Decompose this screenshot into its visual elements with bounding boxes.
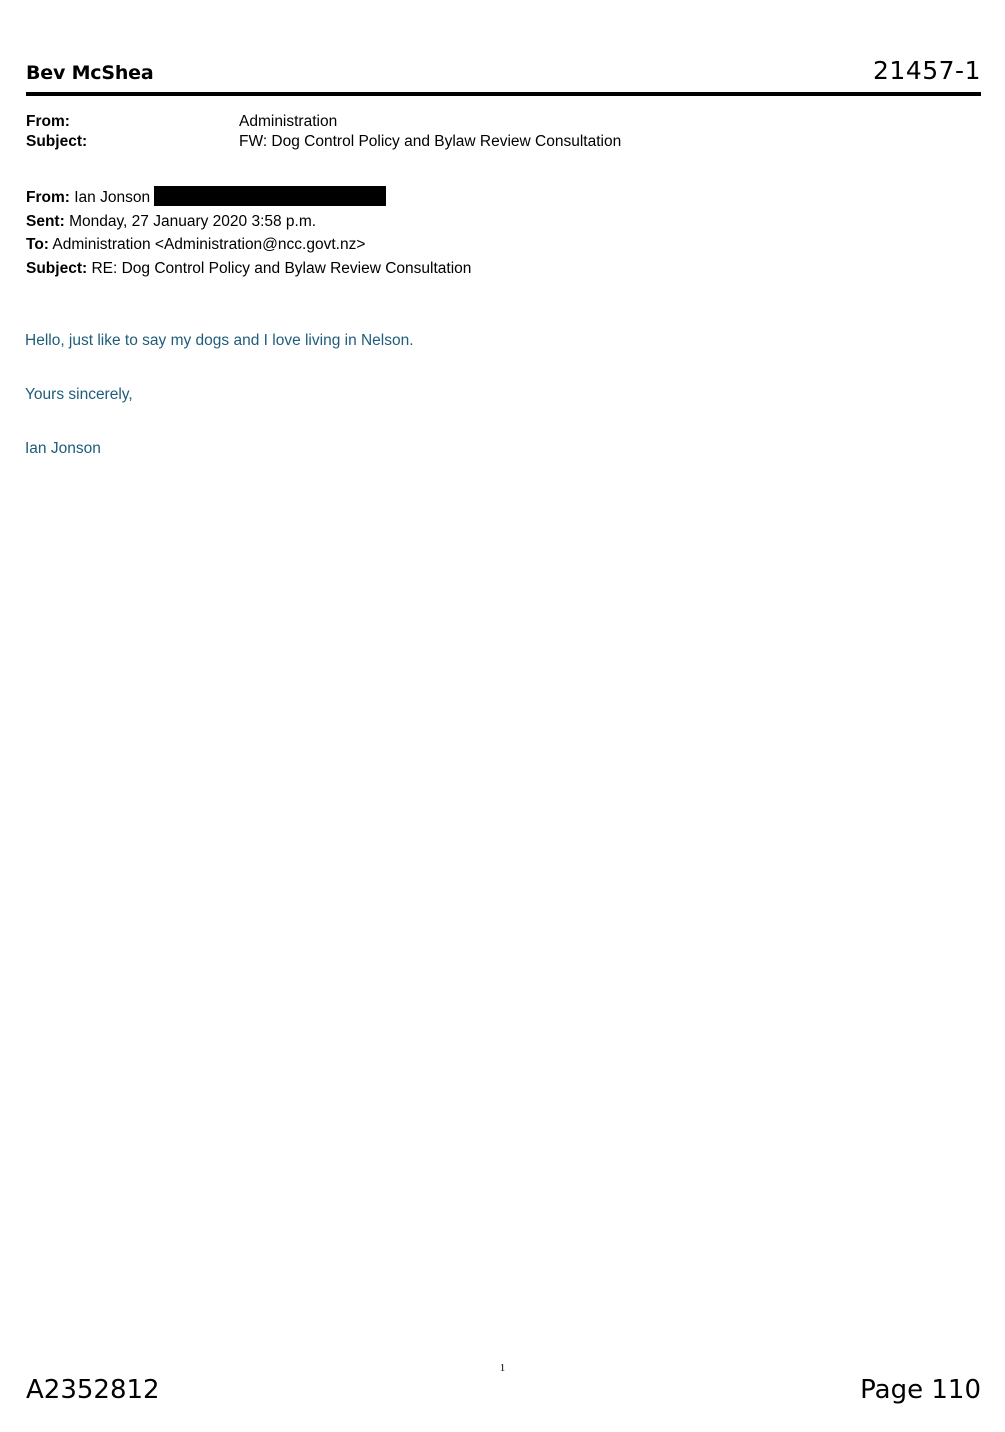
email-from-label: From: (26, 189, 70, 206)
meta-row-subject (26, 132, 826, 152)
email-sent-value: Monday, 27 January 2020 3:58 p.m. (69, 212, 317, 230)
document-reference: 21457-1 (873, 56, 981, 85)
meta-row-from (26, 112, 826, 132)
email-to-value: Administration <Administration@ncc.govt.nz> (52, 236, 366, 253)
email-subject-label: Subject: (26, 259, 88, 277)
email-body-signoff: Yours sincerely, (25, 386, 133, 403)
email-body-signature: Ian Jonson (25, 440, 101, 457)
email-to-line (26, 233, 926, 257)
email-to-label: To: (26, 236, 49, 253)
email-from-value: Ian Jonson (74, 189, 151, 206)
meta-value-subject: FW: Dog Control Policy and Bylaw Review Consultation (239, 133, 622, 150)
document-id: A2352812 (26, 1375, 160, 1405)
document-footer (26, 1375, 981, 1405)
inner-page-number: 1 (499, 1362, 506, 1374)
email-body (25, 330, 925, 459)
email-sent-label: Sent: (26, 212, 65, 230)
meta-value-from: Administration (239, 113, 338, 130)
header-divider (26, 92, 981, 96)
email-from-line (26, 186, 926, 210)
owner-name: Bev McShea (26, 62, 154, 84)
meta-label-from: From: (26, 113, 70, 130)
email-subject-value: RE: Dog Control Policy and Bylaw Review Consultation (91, 259, 472, 277)
email-body-paragraph: Hello, just like to say my dogs and I love living in Nelson. (25, 332, 414, 349)
email-subject-line (26, 257, 926, 281)
redaction-bar (154, 186, 386, 206)
page-label: Page 110 (860, 1375, 981, 1405)
document-header (26, 58, 981, 83)
email-sent-line (26, 210, 926, 234)
email-header-block (26, 186, 926, 280)
message-meta (26, 112, 826, 152)
meta-label-subject: Subject: (26, 133, 88, 150)
